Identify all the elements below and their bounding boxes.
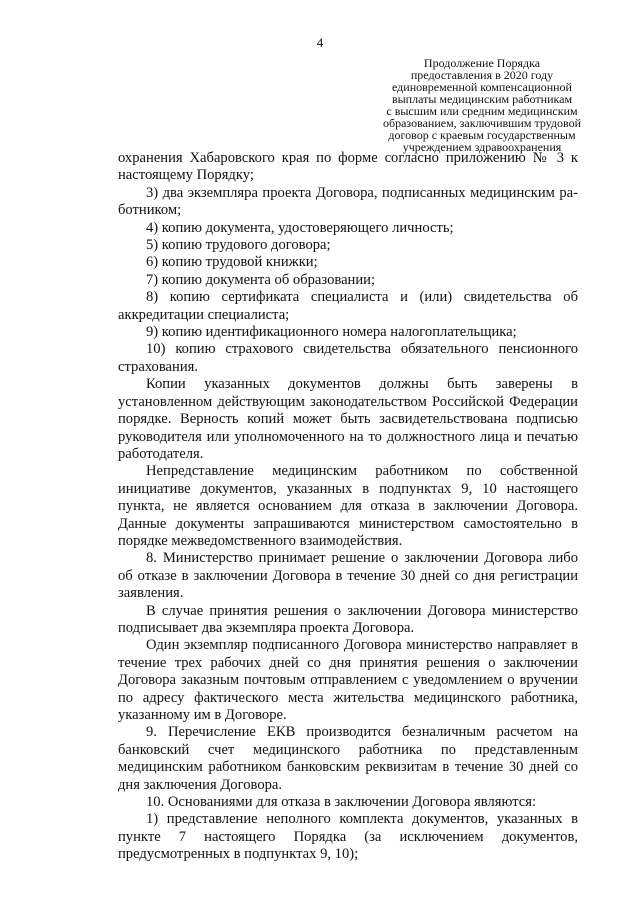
running-header-line: договор с краевым государственным	[388, 128, 576, 142]
paragraph: 10. Основаниями для отказа в заключении Договора являются:	[146, 794, 536, 811]
list-item: 7) копию документа об образовании;	[146, 271, 376, 288]
list-item: 8) копию сертификата специалиста и (или) свидетельства об аккредитации специалиста;	[118, 289, 578, 323]
list-item: 4) копию документа, удостоверяющего личность;	[146, 219, 454, 236]
running-header-line: выплаты медицинским работникам	[391, 92, 573, 106]
paragraph: 8. Министерство принимает решение о заключении Договора либо об отказе в заключении Договора в течение 30 дней со дня регистрации заявления.	[118, 550, 578, 602]
list-item: 10) копию страхового свидетельства обязательного пенсионного страхования.	[118, 341, 578, 375]
running-header-line: предоставления в 2020 году	[410, 68, 554, 82]
document-body	[118, 150, 578, 864]
list-item: 9) копию идентификационного номера налогоплательщика;	[146, 324, 517, 341]
running-header-line: с высшим или средним медицинским	[386, 104, 578, 118]
running-header-line: образованием, заключившим трудовой	[382, 116, 582, 130]
paragraph: В случае принятия решения о заключении Договора министерство подписывает два экземпляра проекта Договора.	[118, 602, 578, 636]
list-item: 6) копию трудовой книжки;	[146, 254, 318, 271]
paragraph: Один экземпляр подписанного Договора министерство направляет в течение трех рабочих дней со дня принятия решения о заключении Договора заказным почтовым отправлением с уведомлением о вручении по адресу фактического места жительства медицинского работника, указанному им в Договоре.	[118, 637, 578, 723]
running-header	[382, 57, 582, 153]
paragraph-continuation: охранения Хабаровского края по форме согласно приложению № 3 к настоящему Порядку;	[118, 150, 578, 184]
list-item: 1) представление неполного комплекта документов, указанных в пункте 7 настоящего Порядка (за исключением документов, предусмотренных в подпунктах 9, 10);	[118, 811, 578, 863]
running-header-line: учреждением здравоохранения	[402, 140, 562, 154]
running-header-line: Продолжение Порядка	[423, 56, 541, 70]
list-item: 5) копию трудового договора;	[146, 237, 331, 254]
page-number: 4	[316, 35, 324, 50]
paragraph: 9. Перечисление ЕКВ производится безналичным расчетом на банковский счет медицинского работника по представленным медицинским работником банковским реквизитам в течение 30 дней со дня заключения Договора.	[118, 724, 578, 793]
paragraph: Непредставление медицинским работником по собственной инициативе документов, указанных в подпунктах 9, 10 настоящего пункта, не является основанием для отказа в заключении Договора. Данные документы запрашиваются министерством самостоятельно в порядке межведомственного взаимодействия.	[118, 463, 578, 549]
paragraph: Копии указанных документов должны быть заверены в установленном действующим законодательством Российской Федерации порядке. Верность копий может быть засвидетельствована подписью руководителя или уполномоченного на то должностного лица и печатью работодателя.	[118, 376, 578, 462]
running-header-line: единовременной компенсационной	[392, 80, 572, 94]
list-item: 3) два экземпляра проекта Договора, подписанных медицинским работником;	[118, 184, 578, 219]
